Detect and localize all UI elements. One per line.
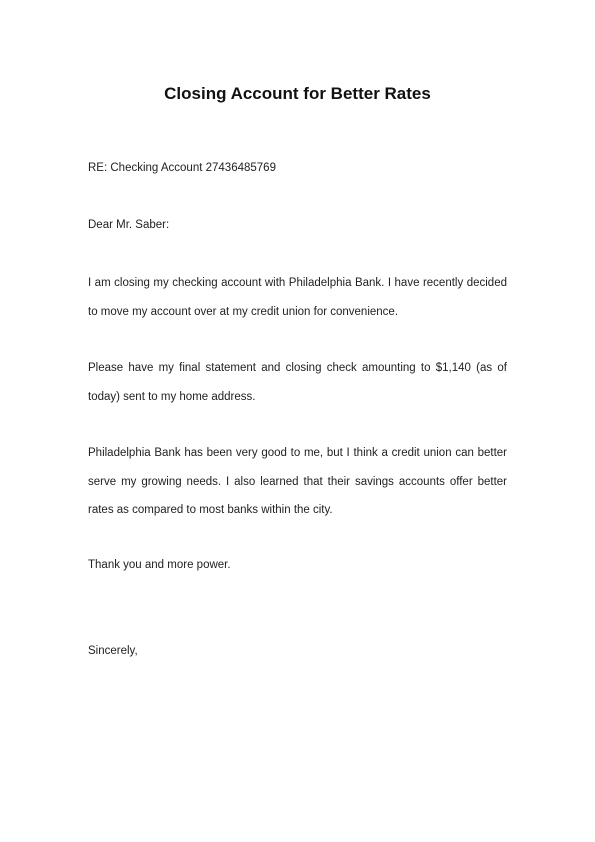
paragraph-closing-account: I am closing my checking account with Philadelphia Bank. I have recently decided to move my account over at my credit union for convenience. xyxy=(88,277,507,318)
letter-title: Closing Account for Better Rates xyxy=(164,84,431,103)
salutation: Dear Mr. Saber: xyxy=(88,219,170,231)
paragraph-credit-union-reason: Philadelphia Bank has been very good to me, but I think a credit union can better serve my growing needs. I also learned that their savings accounts offer better rates as compared to most banks within the city. xyxy=(88,447,507,516)
closing-line: Sincerely, xyxy=(88,645,138,657)
paragraph-final-statement: Please have my final statement and closing check amounting to $1,140 (as of today) sent to my home address. xyxy=(88,362,507,403)
re-line: RE: Checking Account 27436485769 xyxy=(88,162,276,174)
thanks-line: Thank you and more power. xyxy=(88,559,231,571)
